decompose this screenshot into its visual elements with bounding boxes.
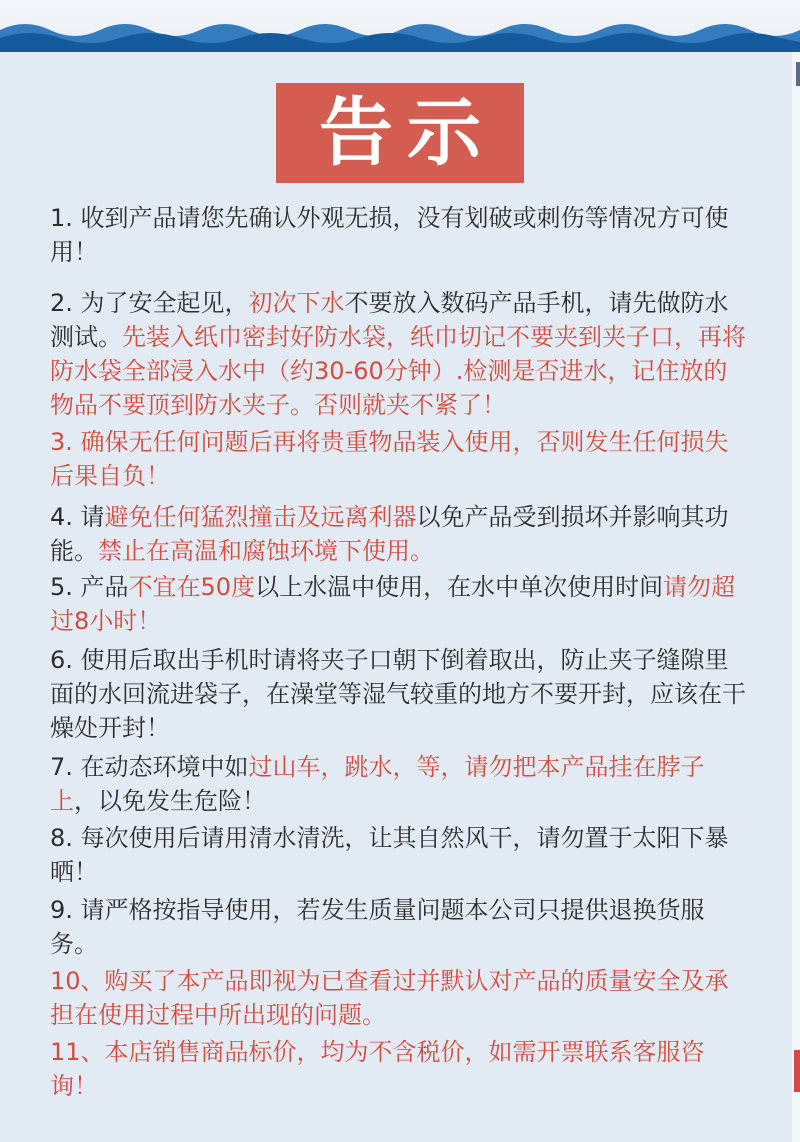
notice-item-4 bbox=[50, 500, 750, 568]
notice-item-6 bbox=[50, 643, 750, 745]
notice-highlight: 请勿超过8小时！ bbox=[50, 573, 736, 635]
notice-highlight: 禁止在高温和腐蚀环境下使用。 bbox=[98, 537, 434, 565]
notice-segment: 8. 每次使用后请用清水清洗，让其自然风干，请勿置于太阳下暴晒！ bbox=[50, 824, 729, 886]
notice-highlight: 初次下水 bbox=[248, 289, 345, 317]
notice-segment: 9. 请严格按指导使用，若发生质量问题本公司只提供退换货服务。 bbox=[50, 896, 705, 958]
notice-item-7 bbox=[50, 750, 750, 818]
notice-highlight: 过山车，跳水，等，请勿把本产品挂在脖子上 bbox=[50, 753, 705, 815]
notice-segment: 7. 在动态环境中如 bbox=[50, 753, 249, 781]
notice-item-2 bbox=[50, 286, 750, 422]
notice-item-3 bbox=[50, 425, 750, 493]
notice-title-box bbox=[276, 83, 524, 183]
notice-segment: 5. 产品 bbox=[50, 573, 129, 601]
notice-item-10 bbox=[50, 964, 750, 1032]
notice-segment: 以免产品受到损坏并影响其功能。 bbox=[50, 503, 729, 565]
edge-marker-top bbox=[796, 62, 800, 86]
notice-segment: 6. 使用后取出手机时请将夹子口朝下倒着取出，防止夹子缝隙里面的水回流进袋子，在澡堂等湿气较重的地方不要开封，应该在干燥处开封！ bbox=[50, 646, 746, 742]
notice-segment: 1. 收到产品请您先确认外观无损，没有划破或刺伤等情况方可使用！ bbox=[50, 204, 729, 266]
notice-item-5 bbox=[50, 570, 750, 638]
notice-segment: 不要放入数码产品手机，请先做防水测试。 bbox=[50, 289, 729, 351]
notice-item-9 bbox=[50, 893, 750, 961]
notice-highlight: 避免任何猛烈撞击及远离利器 bbox=[104, 503, 417, 531]
notice-highlight: 11、本店销售商品标价，均为不含税价，如需开票联系客服咨询！ bbox=[50, 1038, 705, 1100]
notice-highlight: 先装入纸巾密封好防水袋，纸巾切记不要夹到夹子口，再将防水袋全部浸入水中（约30-60分钟）.检测是否进水，记住放的物品不要顶到防水夹子。否则就夹不紧了！ bbox=[50, 323, 746, 419]
notice-item-8 bbox=[50, 821, 750, 889]
wave-decoration bbox=[0, 0, 800, 60]
edge-marker-bottom bbox=[794, 1050, 800, 1092]
notice-highlight: 不宜在50度 bbox=[128, 573, 256, 601]
notice-highlight: 3. 确保无任何问题后再将贵重物品装入使用，否则发生任何损失后果自负！ bbox=[50, 428, 729, 490]
notice-title: 告示 bbox=[319, 90, 495, 176]
notice-segment: ，以免发生危险！ bbox=[74, 787, 266, 815]
notice-segment: 4. 请 bbox=[50, 503, 105, 531]
notice-item-11 bbox=[50, 1035, 750, 1103]
notice-highlight: 10、购买了本产品即视为已查看过并默认对产品的质量安全及承担在使用过程中所出现的问题。 bbox=[50, 967, 729, 1029]
notice-segment: 2. 为了安全起见， bbox=[50, 289, 249, 317]
notice-segment: 以上水温中使用，在水中单次使用时间 bbox=[255, 573, 664, 601]
wave-banner bbox=[0, 0, 800, 60]
page-edge bbox=[792, 52, 800, 1142]
notice-item-1 bbox=[50, 201, 750, 269]
